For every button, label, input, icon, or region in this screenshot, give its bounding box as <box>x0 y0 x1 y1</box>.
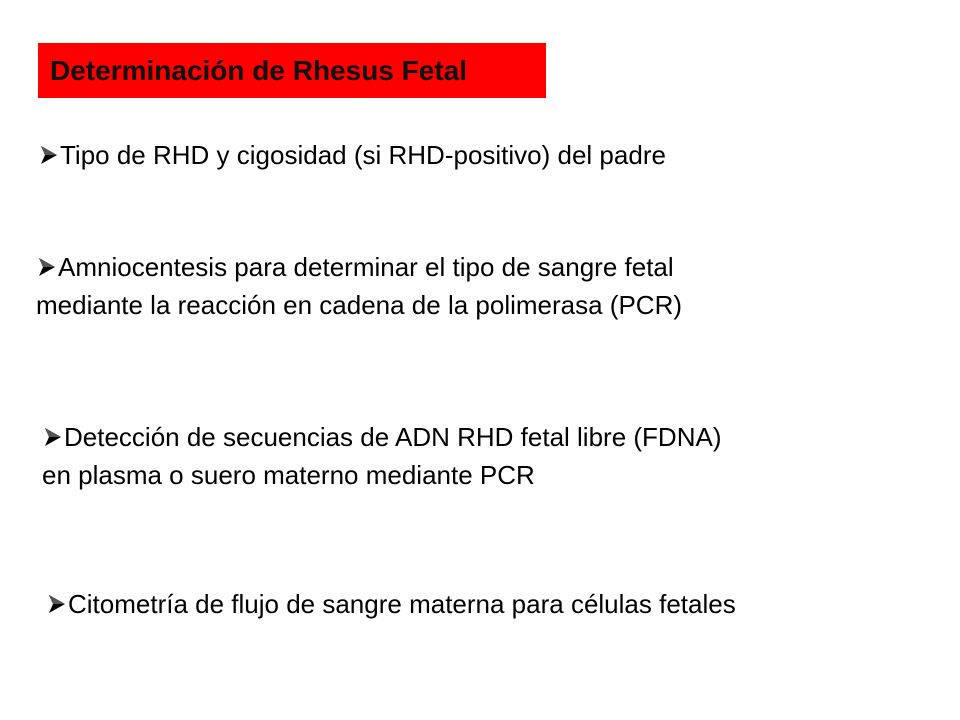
arrow-bullet-icon <box>46 593 68 615</box>
arrow-bullet-icon <box>36 256 58 278</box>
bullet-item-flow-cytometry <box>46 585 736 623</box>
bullet-line-1 <box>42 418 721 456</box>
bullet-line-1 <box>38 136 666 174</box>
bullet-line-2: en plasma o suero materno mediante PCR <box>42 460 535 490</box>
bullet-line-1 <box>46 585 736 623</box>
bullet-text: Tipo de RHD y cigosidad (si RHD-positivo) del padre <box>60 140 666 170</box>
arrow-bullet-icon <box>42 426 64 448</box>
bullet-item-fdna-detection <box>42 418 721 494</box>
bullet-text: Detección de secuencias de ADN RHD fetal libre (FDNA) <box>64 422 722 452</box>
bullet-item-amniocentesis <box>36 248 682 324</box>
bullet-line-1 <box>36 248 682 286</box>
bullet-text: Citometría de flujo de sangre materna para células fetales <box>68 589 736 619</box>
arrow-bullet-icon <box>38 144 60 166</box>
bullet-text: Amniocentesis para determinar el tipo de sangre fetal <box>58 252 674 282</box>
bullet-item-father-rhd <box>38 136 666 174</box>
bullet-line-2: mediante la reacción en cadena de la polimerasa (PCR) <box>36 290 683 320</box>
slide-title: Determinación de Rhesus Fetal <box>50 55 468 86</box>
